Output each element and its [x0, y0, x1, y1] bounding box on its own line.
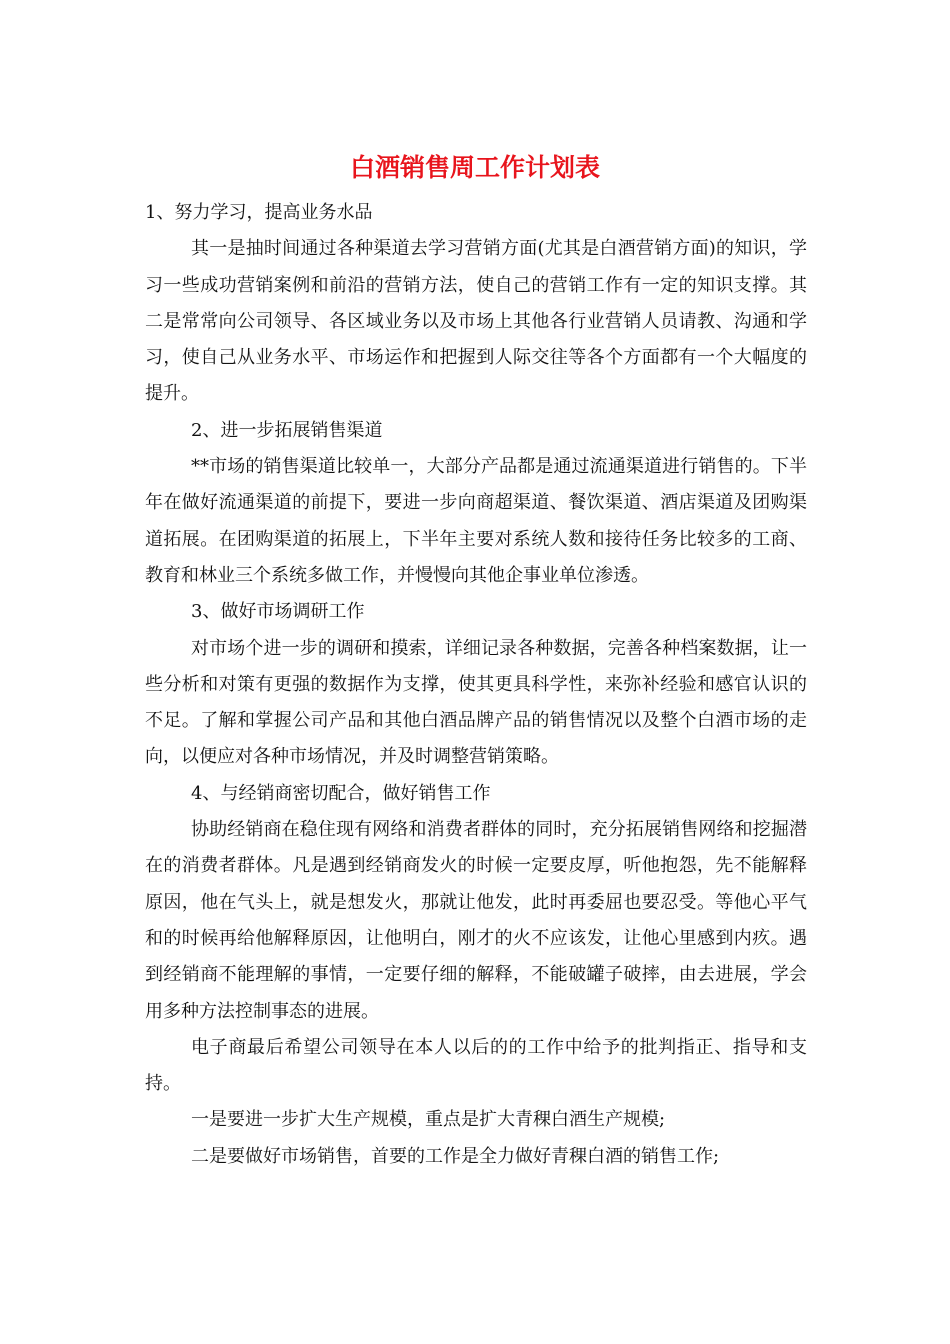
paragraph-3: 对市场个进一步的调研和摸索，详细记录各种数据，完善各种档案数据，让一些分析和对策有更强的数据作为支撑，使其更具科学性，来弥补经验和感官认识的不足。了解和掌握公司产品和其他白酒品牌产品的销售情况以及整个白酒市场的走向，以便应对各种市场情况，并及时调整营销策略。	[145, 637, 807, 768]
heading-4: 4、与经销商密切配合，做好销售工作	[191, 782, 491, 804]
paragraph-4: 协助经销商在稳住现有网络和消费者群体的同时，充分拓展销售网络和挖掘潜在的消费者群体。凡是遇到经销商发火的时候一定要皮厚，听他抱怨，先不能解释原因，他在气头上，就是想发火，那就让他发，此时再委屈也要忍受。等他心平气和的时候再给他解释原因，让他明白，刚才的火不应该发，让他心里感到内疚。遇到经销商不能理解的事情，一定要仔细的解释，不能破罐子破摔，由去进展，学会用多种方法控制事态的进展。	[145, 819, 807, 1022]
list-item-1: 一是要进一步扩大生产规模，重点是扩大青稞白酒生产规模;	[191, 1109, 666, 1131]
paragraph-2: **市场的销售渠道比较单一，大部分产品都是通过流通渠道进行销售的。下半年在做好流通渠道的前提下，要进一步向商超渠道、餐饮渠道、酒店渠道及团购渠道拓展。在团购渠道的拓展上，下半年主要对系统人数和接待任务比较多的工商、教育和林业三个系统多做工作，并慢慢向其他企事业单位渗透。	[145, 456, 807, 586]
heading-2: 2、进一步拓展销售渠道	[191, 419, 383, 441]
list-item-2: 二是要做好市场销售，首要的工作是全力做好青稞白酒的销售工作;	[191, 1145, 720, 1167]
document-body	[145, 195, 807, 1175]
paragraph-1: 其一是抽时间通过各种渠道去学习营销方面(尤其是白酒营销方面)的知识，学习一些成功营销案例和前沿的营销方法，使自己的营销工作有一定的知识支撑。其二是常常向公司领导、各区域业务以及市场上其他各行业营销人员请教、沟通和学习，使自己从业务水平、市场运作和把握到人际交往等各个方面都有一个大幅度的提升。	[145, 238, 807, 405]
heading-1: 1、努力学习，提高业务水品	[145, 202, 373, 223]
heading-3: 3、做好市场调研工作	[191, 601, 365, 623]
document-title: 白酒销售周工作计划表	[349, 153, 600, 182]
paragraph-5: 电子商最后希望公司领导在本人以后的的工作中给予的批判指正、指导和支持。	[145, 1036, 807, 1095]
